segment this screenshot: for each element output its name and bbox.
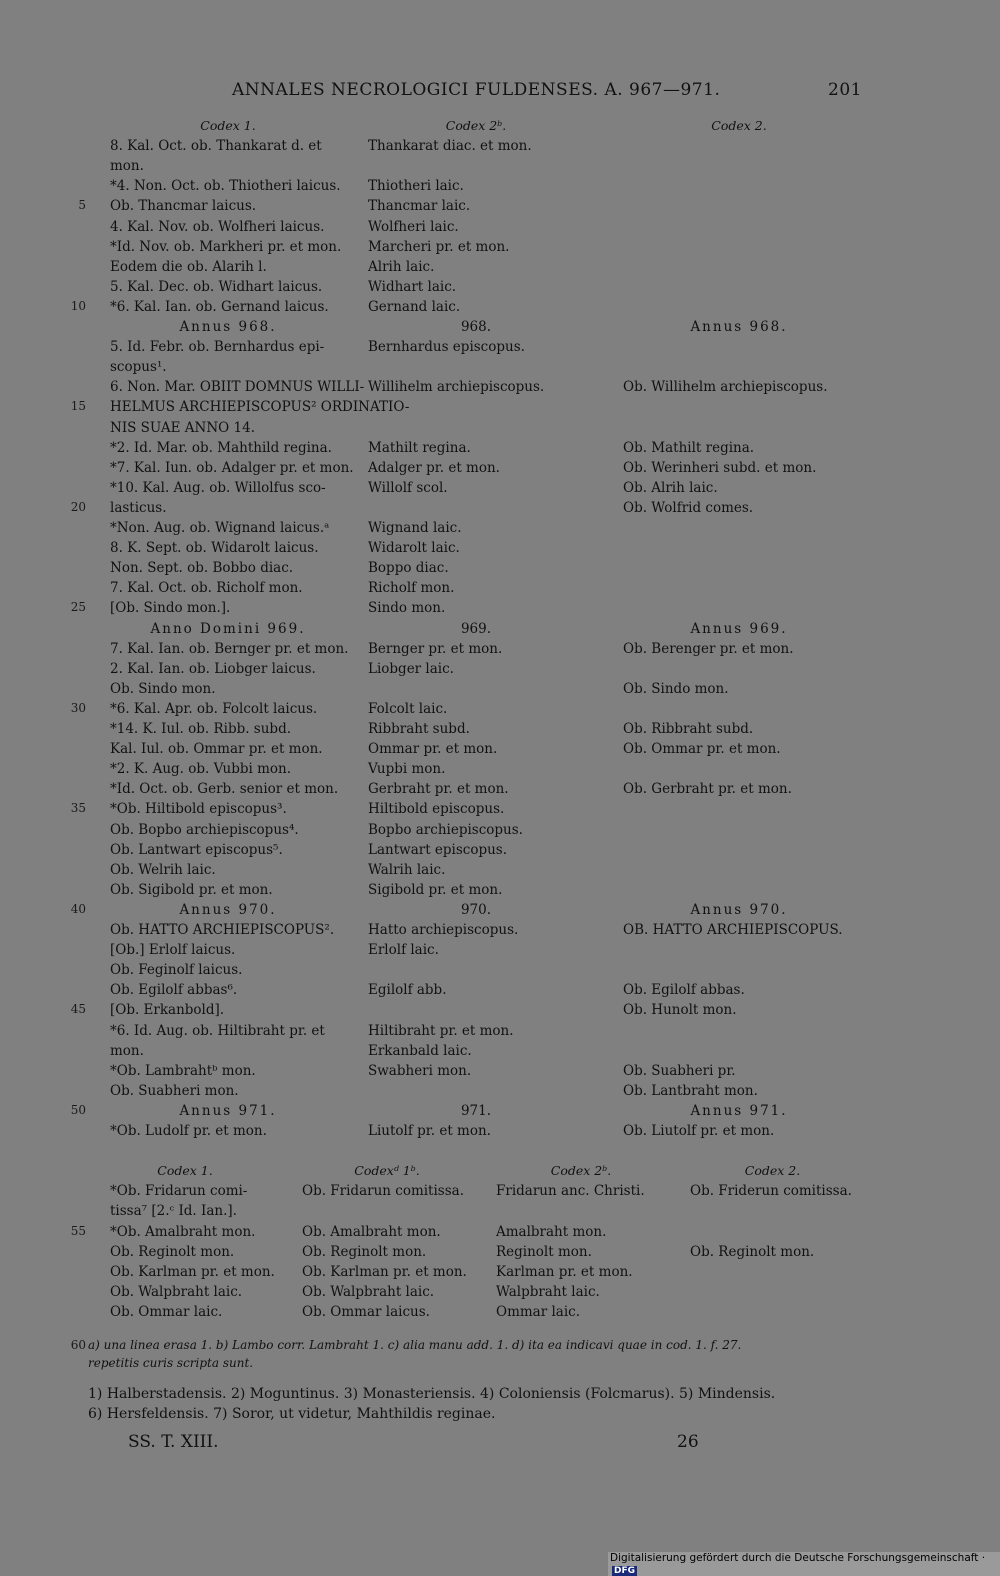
entry-row (0, 822, 1000, 841)
codex-2b-cell: Marcheri pr. et mon. (368, 238, 510, 255)
dfg-logo: DFG (614, 1566, 636, 1576)
codex-1-cell: Annus 968. (179, 319, 277, 335)
codex-2b-cell: Ommar laic. (496, 1304, 580, 1321)
line-number: 45 (70, 1002, 86, 1017)
codex-1-cell: mon. (110, 158, 144, 175)
codex-2-cell: Annus 968. (690, 319, 788, 335)
year-heading-row (0, 621, 1000, 640)
codex-1-cell: Ob. Welrih laic. (110, 861, 216, 878)
codex-2b-cell: Hiltibraht pr. et mon. (368, 1022, 514, 1039)
apparatus-line (0, 1338, 1000, 1357)
codex-2b-cell: Lantwart episcopus. (368, 841, 508, 858)
codex-1-cell: tissa⁷ [2.ᶜ Id. Ian.]. (110, 1203, 237, 1220)
apparatus-text: repetitis curis scripta sunt. (88, 1356, 254, 1370)
entry-row (0, 982, 1000, 1001)
entry-row (0, 399, 1000, 418)
codex-1-cell: Ob. Feginolf laicus. (110, 962, 243, 979)
entry-row (0, 1224, 1000, 1243)
running-header (0, 80, 1000, 104)
entry-row (0, 1123, 1000, 1142)
codex-1-cell: [Ob. Sindo mon.]. (110, 600, 231, 617)
entry-row (0, 801, 1000, 820)
entry-row (0, 681, 1000, 700)
codex-2-cell: Ob. Alrih laic. (623, 479, 718, 496)
codex-1-cell: Codex 1. (200, 118, 256, 133)
year-heading-row (0, 902, 1000, 921)
codex-1-cell: Ob. Walpbraht laic. (110, 1284, 243, 1301)
codex-1-cell: Ob. HATTO ARCHIEPISCOPUS². (110, 922, 335, 938)
codex-1-cell: Ob. Suabheri mon. (110, 1082, 239, 1099)
codex-2b-cell: Alrih laic. (368, 258, 435, 275)
codex-2-cell: Ob. Ribbraht subd. (623, 721, 754, 737)
codex-1-cell: Ob. Egilolf abbas⁶. (110, 982, 238, 999)
entry-row (0, 1083, 1000, 1102)
codex-1-cell: Ob. Lantwart episcopus⁵. (110, 841, 283, 858)
column-heading-row (0, 1163, 1000, 1182)
entry-row (0, 138, 1000, 157)
codex-2b-cell: Hatto archiepiscopus. (368, 922, 519, 938)
codex-2b-cell: Ommar pr. et mon. (368, 741, 498, 758)
codex-1-cell: 6. Non. Mar. OBIIT DOMNUS WILLI- (110, 379, 365, 396)
codex-2b-cell: Walrih laic. (368, 861, 446, 878)
entry-row (0, 721, 1000, 740)
codex-2-cell: OB. HATTO ARCHIEPISCOPUS. (623, 922, 843, 938)
entry-row (0, 560, 1000, 579)
codex-1-cell: *6. Id. Aug. ob. Hiltibraht pr. et (110, 1022, 325, 1039)
codex-1-cell: Ob. Thancmar laicus. (110, 198, 257, 215)
codex-1b-cell: Ob. Fridarun comitissa. (302, 1183, 464, 1200)
codex-1-cell: Annus 971. (179, 1102, 277, 1119)
entry-row (0, 299, 1000, 318)
codex-1-cell: 5. Id. Febr. ob. Bernhardus epi- (110, 339, 325, 356)
codex-2-cell: Annus 970. (690, 901, 788, 918)
codex-2-cell: Ob. Berenger pr. et mon. (623, 640, 794, 657)
codex-1-cell: mon. (110, 1042, 144, 1059)
series-signature: SS. T. XIII. (128, 1432, 219, 1452)
codex-2-cell: Ob. Lantbraht mon. (623, 1082, 758, 1099)
codex-2-cell: Ob. Sindo mon. (623, 680, 729, 697)
entry-row (0, 279, 1000, 298)
column-heading-row (0, 118, 1000, 137)
codex-2-cell: Ob. Suabheri pr. (623, 1062, 736, 1079)
entry-row (0, 842, 1000, 861)
codex-2-cell: Ob. Gerbraht pr. et mon. (623, 781, 792, 798)
codex-2b-cell: Bernhardus episcopus. (368, 339, 525, 356)
year-heading-row (0, 1103, 1000, 1122)
codex-2b-cell: Codex 2ᵇ. (445, 118, 507, 133)
entry-row (0, 1244, 1000, 1263)
codex-1-cell: *2. Id. Mar. ob. Mahthild regina. (110, 439, 332, 456)
line-number: 15 (70, 399, 86, 414)
sheet-signature: 26 (677, 1432, 699, 1452)
codex-2b-cell: 969. (460, 620, 492, 637)
codex-1-cell: 8. Kal. Oct. ob. Thankarat d. et (110, 138, 322, 155)
line-number: 20 (70, 499, 86, 514)
line-number: 30 (70, 700, 86, 715)
apparatus-line (0, 1356, 1000, 1375)
codex-2b-cell: Gernand laic. (368, 298, 461, 315)
codex-2b-cell: Fridarun anc. Christi. (496, 1183, 645, 1200)
codex-2b-cell: 971. (460, 1102, 492, 1119)
entry-row (0, 1264, 1000, 1283)
entry-row (0, 1183, 1000, 1202)
year-heading-row (0, 319, 1000, 338)
codex-1-cell: 2. Kal. Ian. ob. Liobger laicus. (110, 660, 316, 677)
codex-2-cell: Ob. Ommar pr. et mon. (623, 741, 781, 758)
codex-1-cell: *10. Kal. Aug. ob. Willolfus sco- (110, 479, 326, 496)
entry-row (0, 219, 1000, 238)
codex-2b-cell: Mathilt regina. (368, 439, 471, 456)
codex-1-cell: Ob. Sigibold pr. et mon. (110, 881, 273, 898)
codex-1-cell: Codex 1. (157, 1163, 213, 1178)
codex-1-cell: 4. Kal. Nov. ob. Wolfheri laicus. (110, 218, 325, 235)
codex-2-cell: Ob. Liutolf pr. et mon. (623, 1123, 775, 1139)
entry-row (0, 781, 1000, 800)
line-number: 60 (70, 1338, 86, 1352)
codex-2b-cell: Liutolf pr. et mon. (368, 1123, 491, 1139)
codex-1-cell: *Id. Oct. ob. Gerb. senior et mon. (110, 781, 339, 798)
codex-2b-cell: Thiotheri laic. (368, 178, 464, 195)
codex-2b-cell: Sigibold pr. et mon. (368, 881, 503, 898)
entry-row (0, 701, 1000, 720)
codex-2-cell: Annus 971. (690, 1102, 788, 1119)
codex-2b-cell: Wignand laic. (368, 520, 462, 536)
codex-2-cell: Ob. Mathilt regina. (623, 439, 755, 456)
codex-2b-cell: Egilolf abb. (368, 982, 447, 999)
entry-row (0, 259, 1000, 278)
codex-2-cell: Ob. Wolfrid comes. (623, 499, 754, 516)
entry-row (0, 359, 1000, 378)
line-number: 40 (70, 901, 86, 916)
codex-1-cell: Annus 970. (179, 901, 277, 918)
codex-2b-cell: Vupbi mon. (368, 761, 446, 778)
codex-1-cell: *6. Kal. Apr. ob. Folcolt laicus. (110, 700, 318, 717)
codex-2b-cell: Thancmar laic. (368, 198, 471, 215)
codex-2b-cell: 968. (460, 319, 492, 335)
entry-row (0, 661, 1000, 680)
entry-row (0, 520, 1000, 539)
entry-row (0, 379, 1000, 398)
codex-2b-cell: Bernger pr. et mon. (368, 640, 503, 657)
entry-row (0, 1023, 1000, 1042)
entry-row (0, 239, 1000, 258)
codex-2b-cell: Reginolt mon. (496, 1243, 592, 1260)
codex-2-cell: Codex 2. (711, 118, 767, 133)
codex-1-cell: Ob. Ommar laic. (110, 1304, 223, 1321)
codex-1b-cell: Ob. Ommar laicus. (302, 1304, 430, 1321)
codex-1-cell: *14. K. Iul. ob. Ribb. subd. (110, 721, 292, 737)
codex-2b-cell: Thankarat diac. et mon. (368, 138, 532, 155)
codex-1-cell: HELMUS ARCHIEPISCOPUS² ORDINATIO- (110, 399, 410, 416)
entry-row (0, 1002, 1000, 1021)
entry-row (0, 339, 1000, 358)
entry-row (0, 1284, 1000, 1303)
codex-2-cell: Ob. Reginolt mon. (690, 1243, 815, 1260)
codex-1-cell: *4. Non. Oct. ob. Thiotheri laicus. (110, 178, 341, 195)
codex-1-cell: lasticus. (110, 499, 167, 516)
entry-row (0, 962, 1000, 981)
codex-1-cell: Ob. Bopbo archiepiscopus⁴. (110, 821, 299, 838)
entry-row (0, 198, 1000, 217)
entry-row (0, 178, 1000, 197)
codex-2b-cell: Sindo mon. (368, 600, 446, 617)
codex-2b-cell: Walpbraht laic. (496, 1284, 600, 1301)
entry-row (0, 862, 1000, 881)
codex-1-cell: *Id. Nov. ob. Markheri pr. et mon. (110, 238, 342, 255)
page-number: 201 (828, 80, 862, 100)
line-number: 50 (70, 1102, 86, 1117)
codex-1b-cell: Ob. Walpbraht laic. (302, 1284, 435, 1301)
codex-1-cell: *Non. Aug. ob. Wignand laicus.ᵃ (110, 520, 330, 536)
codex-2b-cell: Codex 2ᵇ. (550, 1163, 612, 1178)
codex-2b-cell: Richolf mon. (368, 580, 455, 597)
entry-row (0, 500, 1000, 519)
entry-row (0, 761, 1000, 780)
footnote-line: 1) Halberstadensis. 2) Moguntinus. 3) Monasteriensis. 4) Coloniensis (Folcmarus). 5) Mindensis. (88, 1386, 776, 1402)
codex-2-cell: Annus 969. (690, 620, 788, 637)
codex-1-cell: [Ob.] Erlolf laicus. (110, 942, 236, 959)
codex-2-cell: Ob. Hunolt mon. (623, 1002, 737, 1019)
codex-2-cell: Ob. Friderun comitissa. (690, 1183, 852, 1200)
entry-row (0, 440, 1000, 459)
codex-1-cell: Anno Domini 969. (150, 620, 306, 637)
codex-1-cell: [Ob. Erkanbold]. (110, 1002, 225, 1019)
apparatus-text: a) una linea erasa 1. b) Lambo corr. Lambraht 1. c) alia manu add. 1. d) ita ea indicavi quae in cod. 1. f. 27. (88, 1338, 742, 1352)
codex-1-cell: Kal. Iul. ob. Ommar pr. et mon. (110, 741, 323, 758)
entry-row (0, 480, 1000, 499)
codex-2b-cell: Ribbraht subd. (368, 721, 470, 737)
codex-1-cell: 5. Kal. Dec. ob. Widhart laicus. (110, 278, 323, 295)
entry-row (0, 641, 1000, 660)
codex-2-cell: Ob. Werinheri subd. et mon. (623, 459, 817, 476)
codex-1-cell: 7. Kal. Ian. ob. Bernger pr. et mon. (110, 640, 349, 657)
codex-2b-cell: Boppo diac. (368, 560, 449, 577)
entry-row (0, 942, 1000, 961)
codex-2-cell: Ob. Willihelm archiepiscopus. (623, 379, 828, 396)
entry-row (0, 922, 1000, 941)
entry-row (0, 580, 1000, 599)
codex-2b-cell: Bopbo archiepiscopus. (368, 821, 523, 838)
funding-text: Digitalisierung gefördert durch die Deutsche Forschungsgemeinschaft · (610, 1552, 986, 1564)
codex-1b-cell: Codexᵈ 1ᵇ. (354, 1163, 420, 1178)
codex-1-cell: *2. K. Aug. ob. Vubbi mon. (110, 761, 291, 778)
codex-1-cell: Ob. Karlman pr. et mon. (110, 1264, 275, 1280)
codex-2b-cell: Swabheri mon. (368, 1062, 472, 1079)
entry-row (0, 741, 1000, 760)
codex-1-cell: *7. Kal. Iun. ob. Adalger pr. et mon. (110, 459, 354, 476)
codex-1-cell: *Ob. Amalbraht mon. (110, 1223, 256, 1240)
entry-row (0, 1203, 1000, 1222)
codex-1b-cell: Ob. Amalbraht mon. (302, 1223, 441, 1240)
codex-1-cell: *6. Kal. Ian. ob. Gernand laicus. (110, 298, 329, 315)
codex-2b-cell: Willihelm archiepiscopus. (368, 379, 545, 396)
codex-1-cell: *Ob. Ludolf pr. et mon. (110, 1123, 267, 1139)
codex-1b-cell: Ob. Reginolt mon. (302, 1243, 427, 1260)
codex-2b-cell: Erkanbald laic. (368, 1042, 472, 1059)
codex-1b-cell: Ob. Karlman pr. et mon. (302, 1264, 467, 1280)
entry-row (0, 540, 1000, 559)
codex-2b-cell: Karlman pr. et mon. (496, 1264, 633, 1280)
codex-2b-cell: Widarolt laic. (368, 540, 460, 557)
codex-1-cell: NIS SUAE ANNO 14. (110, 419, 255, 436)
codex-2b-cell: Adalger pr. et mon. (368, 459, 500, 476)
entry-row (0, 158, 1000, 177)
codex-1-cell: scopus¹. (110, 359, 167, 376)
codex-2b-cell: Gerbraht pr. et mon. (368, 781, 509, 798)
codex-2b-cell: Wolfheri laic. (368, 218, 459, 235)
codex-2b-cell: Erlolf laic. (368, 942, 439, 959)
codex-2b-cell: Amalbraht mon. (496, 1223, 607, 1240)
codex-2b-cell: Widhart laic. (368, 278, 457, 295)
codex-1-cell: Non. Sept. ob. Bobbo diac. (110, 560, 294, 577)
codex-1-cell: Ob. Reginolt mon. (110, 1243, 235, 1260)
entry-row (0, 1043, 1000, 1062)
entry-row (0, 600, 1000, 619)
line-number: 25 (70, 600, 86, 615)
codex-2b-cell: Folcolt laic. (368, 700, 448, 717)
footnote-line: 6) Hersfeldensis. 7) Soror, ut videtur, Mahthildis reginae. (88, 1406, 496, 1422)
funding-notice (608, 1552, 1000, 1576)
codex-2-cell: Codex 2. (744, 1163, 801, 1178)
codex-1-cell: 8. K. Sept. ob. Widarolt laicus. (110, 540, 319, 557)
codex-2b-cell: Liobger laic. (368, 660, 454, 677)
codex-2b-cell: Willolf scol. (368, 479, 448, 496)
codex-2b-cell: 970. (460, 901, 492, 918)
codex-1-cell: *Ob. Fridarun comi- (110, 1183, 248, 1200)
entry-row (0, 460, 1000, 479)
running-title: ANNALES NECROLOGICI FULDENSES. A. 967—971. (232, 80, 721, 100)
entry-row (0, 420, 1000, 439)
codex-1-cell: Ob. Sindo mon. (110, 680, 216, 697)
codex-1-cell: Eodem die ob. Alarih l. (110, 258, 267, 275)
codex-1-cell: 7. Kal. Oct. ob. Richolf mon. (110, 580, 303, 597)
entry-row (0, 882, 1000, 901)
line-number: 35 (70, 801, 86, 816)
codex-2b-cell: Hiltibold episcopus. (368, 801, 505, 818)
line-number: 10 (70, 298, 86, 313)
codex-1-cell: *Ob. Lambrahtᵇ mon. (110, 1062, 256, 1079)
entry-row (0, 1063, 1000, 1082)
line-number: 55 (70, 1223, 86, 1238)
entry-row (0, 1304, 1000, 1323)
codex-2-cell: Ob. Egilolf abbas. (623, 982, 745, 999)
codex-1-cell: *Ob. Hiltibold episcopus³. (110, 801, 287, 818)
line-number: 5 (78, 198, 86, 213)
